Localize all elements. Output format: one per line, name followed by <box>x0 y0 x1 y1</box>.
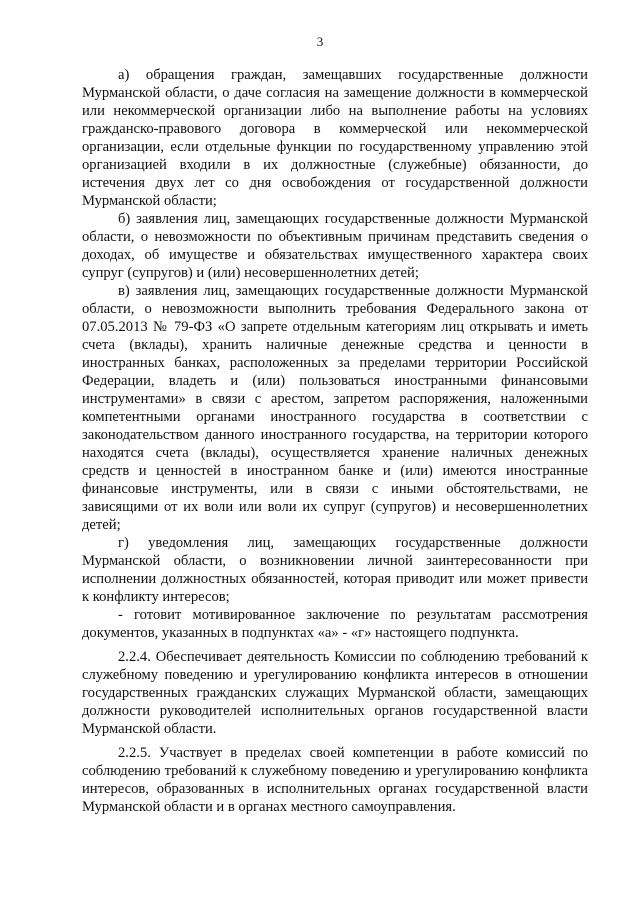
paragraph-item-a: а) обращения граждан, замещавших государственные должности Мурманской области, о даче согласия на замещение должности в коммерческой или некоммерческой организации либо на выполнение работы на условиях гражданско-правового договора в коммерческой или некоммерческой организации, если отдельные функции по государственному управлению этой организацией входили в их должностные (служебные) обязанности, до истечения двух лет со дня освобождения от государственной должности Мурманской области; <box>82 67 588 209</box>
document-body <box>82 66 588 816</box>
paragraph-2-2-4: 2.2.4. Обеспечивает деятельность Комиссии по соблюдению требований к служебному поведению и урегулированию конфликта интересов в отношении государственных гражданских служащих Мурманской области, замещающих должности руководителей исполнительных органов государственной власти Мурманской области. <box>82 649 588 737</box>
paragraph-2-2-5: 2.2.5. Участвует в пределах своей компетенции в работе комиссий по соблюдению требований к служебному поведению и урегулированию конфликта интересов, образованных в исполнительных органах государственной власти Мурманской области и в органах местного самоуправления. <box>82 745 588 815</box>
page-number: 3 <box>316 34 324 49</box>
paragraph-item-v: в) заявления лиц, замещающих государственные должности Мурманской области, о невозможности выполнить требования Федерального закона от 07.05.2013 № 79-ФЗ «О запрете отдельным категориям лиц открывать и иметь счета (вклады), хранить наличные денежные средства и ценности в иностранных банках, расположенных за пределами территории Российской Федерации, владеть и (или) пользоваться иностранными финансовыми инструментами» в связи с арестом, запретом распоряжения, наложенными компетентными органами иностранного государства в соответствии с законодательством данного иностранного государства, на территории которого находятся счета (вклады), осуществляется хранение наличных денежных средств и ценностей в иностранном банке и (или) имеются иностранные финансовые инструменты, или в связи с иными обстоятельствами, не зависящими от их воли или воли их супруг (супругов) и несовершеннолетних детей; <box>82 283 588 533</box>
paragraph-conclusion: - готовит мотивированное заключение по результатам рассмотрения документов, указанных в подпунктах «а» - «г» настоящего подпункта. <box>82 607 588 641</box>
paragraph-item-g: г) уведомления лиц, замещающих государственные должности Мурманской области, о возникновении личной заинтересованности при исполнении должностных обязанностей, которая приводит или может привести к конфликту интересов; <box>82 535 588 605</box>
paragraph-item-b: б) заявления лиц, замещающих государственные должности Мурманской области, о невозможности по объективным причинам представить сведения о доходах, об имуществе и обязательствах имущественного характера своих супруг (супругов) и (или) несовершеннолетних детей; <box>82 211 588 281</box>
